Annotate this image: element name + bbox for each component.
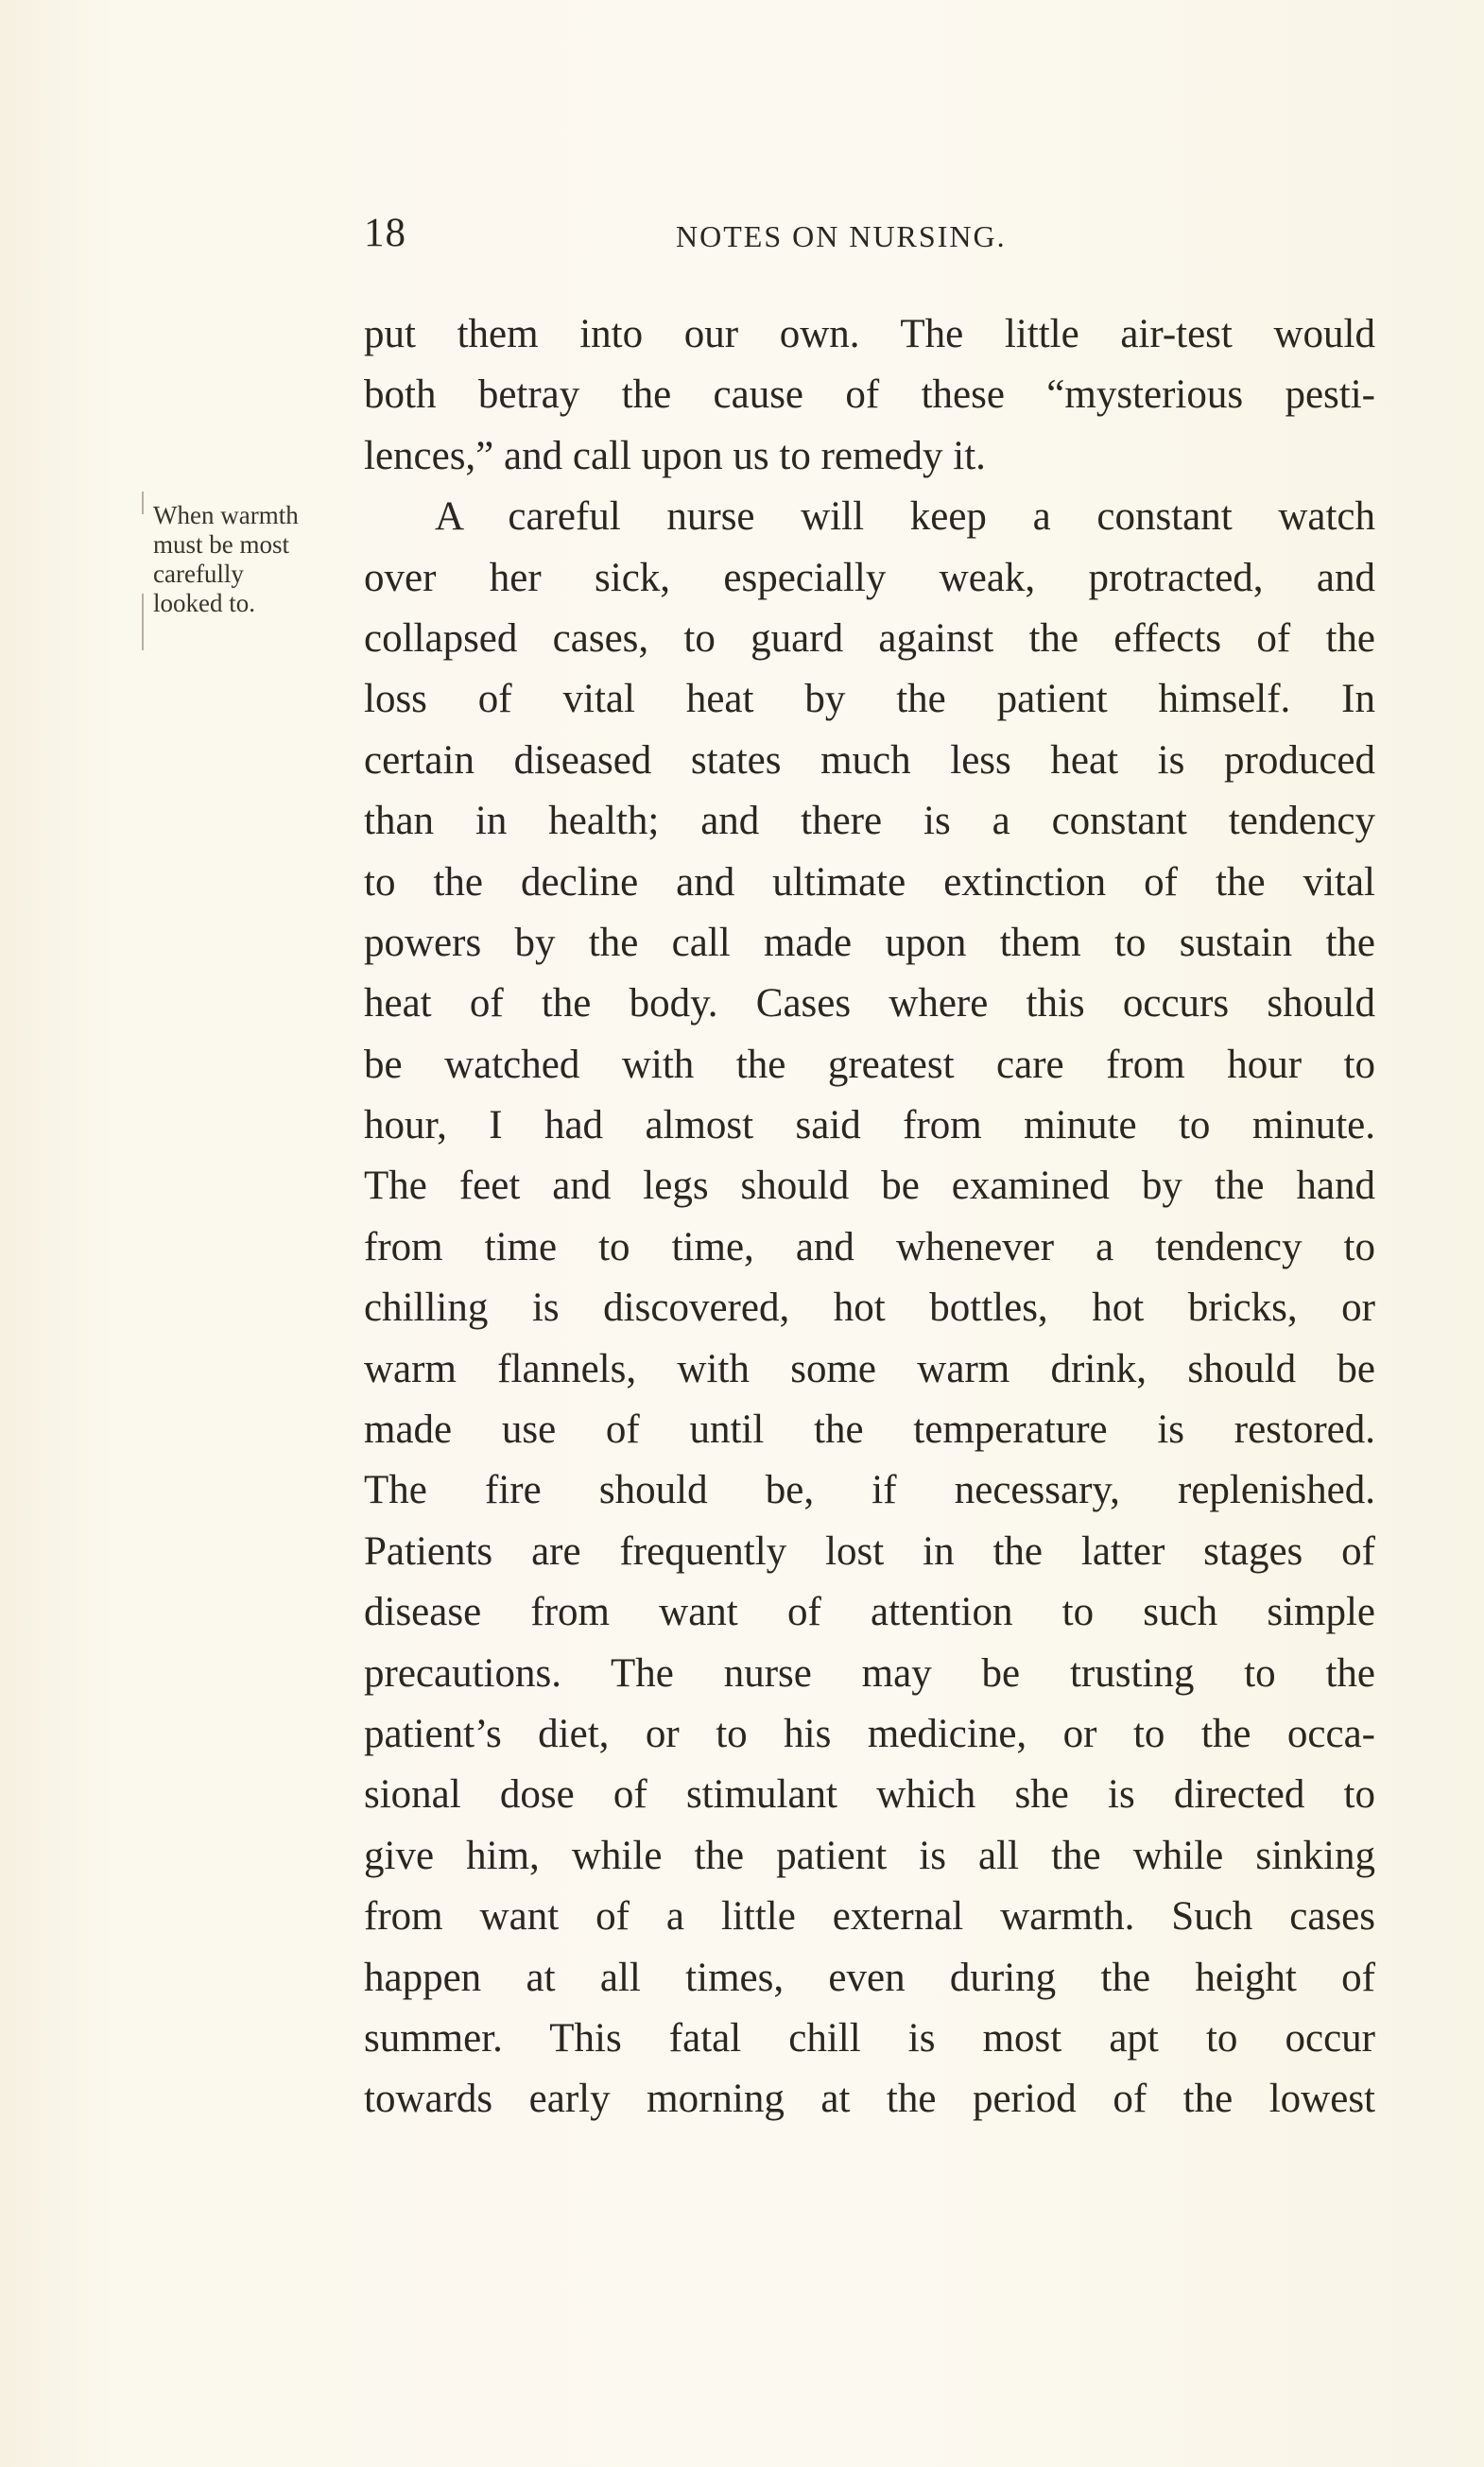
text-line: towards early morning at the period of the lowest xyxy=(364,2077,1375,2122)
text-line: The fire should be, if necessary, replenished. xyxy=(364,1468,1375,1513)
text-line: made use of until the temperature is restored. xyxy=(364,1407,1375,1453)
text-line: to the decline and ultimate extinction of the vital xyxy=(364,859,1375,905)
side-note-line: When warmth xyxy=(153,501,299,529)
side-note-line: must be most xyxy=(153,530,290,559)
margin-mark-bottom xyxy=(142,594,144,650)
side-note xyxy=(153,501,371,618)
text-line: from time to time, and whenever a tendency to xyxy=(364,1224,1375,1269)
text-line: summer. This fatal chill is most apt to occur xyxy=(364,2015,1375,2061)
text-line: happen at all times, even during the height of xyxy=(364,1955,1375,2000)
side-note-line: carefully xyxy=(153,560,244,588)
text-line: lences,” and call upon us to remedy it. xyxy=(364,433,986,478)
side-note-line: looked to. xyxy=(153,589,255,617)
page-number: 18 xyxy=(364,211,406,255)
text-line: heat of the body. Cases where this occurs should xyxy=(364,981,1375,1026)
body-text xyxy=(364,304,1375,2131)
running-head: NOTES ON NURSING. xyxy=(676,219,1007,253)
text-line: precautions. The nurse may be trusting to the xyxy=(364,1650,1375,1696)
text-line: Patients are frequently lost in the latter stages of xyxy=(364,1528,1375,1574)
text-line: sional dose of stimulant which she is directed to xyxy=(364,1772,1375,1818)
text-line: disease from want of attention to such simple xyxy=(364,1590,1375,1635)
text-line: put them into our own. The little air-test would xyxy=(364,312,1375,356)
text-line: The feet and legs should be examined by the hand xyxy=(364,1164,1375,1209)
margin-mark-top xyxy=(142,492,144,514)
text-line: from want of a little external warmth. Such cases xyxy=(364,1894,1375,1940)
text-line: warm flannels, with some warm drink, should be xyxy=(364,1346,1375,1391)
page-header xyxy=(364,210,1366,257)
text-line: give him, while the patient is all the while sinking xyxy=(364,1833,1375,1878)
text-line: chilling is discovered, hot bottles, hot bricks, or xyxy=(364,1285,1375,1331)
text-line: powers by the call made upon them to sustain the xyxy=(364,920,1375,965)
text-line: patient’s diet, or to his medicine, or to the occa- xyxy=(364,1711,1375,1756)
text-line: than in health; and there is a constant tendency xyxy=(364,799,1375,844)
text-line: hour, I had almost said from minute to minute. xyxy=(364,1103,1375,1148)
text-line: loss of vital heat by the patient himself. In xyxy=(364,677,1375,722)
text-line: both betray the cause of these “mysterious pesti- xyxy=(364,372,1375,418)
text-line: A careful nurse will keep a constant watch xyxy=(435,494,1375,540)
text-line: collapsed cases, to guard against the effects of the xyxy=(364,615,1375,661)
text-line: certain diseased states much less heat is produced xyxy=(364,737,1375,783)
text-line: be watched with the greatest care from hour to xyxy=(364,1042,1375,1087)
text-line: over her sick, especially weak, protracted, and xyxy=(364,555,1375,600)
